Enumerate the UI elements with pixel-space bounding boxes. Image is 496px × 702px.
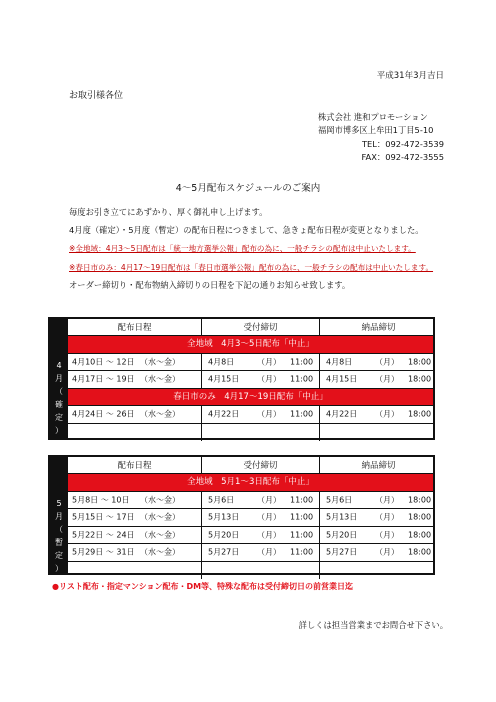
order: 5月27日 <box>208 547 240 557</box>
deliv-day: （月） <box>375 409 399 419</box>
schedule-row <box>68 371 433 389</box>
order-cell <box>201 527 319 544</box>
side-label-char: （ <box>55 525 63 534</box>
special-distribution-note: ●リスト配布・指定マンション配布・DM等、特殊な配布は受付締切日の前営業日迄 <box>52 582 354 591</box>
order-cell <box>201 354 319 371</box>
empty-row <box>68 562 433 580</box>
deliv-day: （月） <box>375 495 399 505</box>
order-time: 11:00 <box>290 530 314 540</box>
order-cell <box>201 424 319 442</box>
order-time: 11:00 <box>290 357 314 367</box>
deliv: 5月13日 <box>326 512 358 522</box>
order-day: （月） <box>257 409 281 419</box>
deliv-cell <box>319 562 437 580</box>
dist-cell <box>68 371 201 388</box>
column-header-order-deadline: 受付締切 <box>201 319 319 335</box>
april-side-label <box>50 319 68 438</box>
order: 5月13日 <box>208 512 240 522</box>
order-cell <box>201 371 319 388</box>
dist-day: （水～金） <box>140 374 180 384</box>
schedule-row <box>68 406 433 424</box>
side-label-char: 暫 <box>55 538 63 547</box>
recipient: お取引様各位 <box>69 91 124 101</box>
dist: 5月22日 ～ 24日 <box>72 530 135 540</box>
side-label-char: 月 <box>55 512 63 521</box>
dist-day: （水～金） <box>140 547 180 557</box>
deliv: 5月27日 <box>326 547 358 557</box>
deliv-time: 18:00 <box>408 512 432 522</box>
greeting: 毎度お引き立てにあずかり、厚く御礼申し上げます。 <box>69 207 268 217</box>
order-day: （月） <box>257 512 281 522</box>
deliv-cell <box>319 354 437 371</box>
may-side-label <box>50 457 68 573</box>
column-header-distribution: 配布日程 <box>117 461 152 471</box>
side-label-char: 定 <box>55 551 63 560</box>
notice-all-areas: ※全地域：4月3～5日配布は「統一地方選挙公報」配布の為に、一般チラシの配布は中止いたします。 <box>69 244 416 253</box>
cancellation-banner: 全地域 4月3～5日配布「中止」 <box>68 336 433 354</box>
dist-day: （水～金） <box>140 409 180 419</box>
dist: 4月24日 ～ 26日 <box>72 409 135 419</box>
order: 5月6日 <box>208 495 235 505</box>
dist-cell <box>68 527 201 544</box>
deliv-time: 18:00 <box>408 495 432 505</box>
deliv-cell <box>319 527 437 544</box>
order-time: 11:00 <box>290 547 314 557</box>
deliv-cell <box>319 492 437 509</box>
order-time: 11:00 <box>290 495 314 505</box>
order: 4月8日 <box>208 357 235 367</box>
dist-cell <box>68 562 201 580</box>
deliv: 4月15日 <box>326 374 358 384</box>
schedule-row <box>68 544 433 562</box>
side-label-char: 5 <box>56 499 62 508</box>
deliv-cell <box>319 544 437 561</box>
deliv-day: （月） <box>375 530 399 540</box>
deliv-day: （月） <box>375 547 399 557</box>
order-cell <box>201 562 319 580</box>
deliv-cell <box>319 509 437 526</box>
dist: 5月8日 ～ 10日 <box>72 495 130 505</box>
column-header-distribution: 配布日程 <box>117 323 152 333</box>
side-label-char: ） <box>55 564 63 573</box>
order: 4月22日 <box>208 409 240 419</box>
issue-date: 平成31年3月吉日 <box>376 71 444 81</box>
schedule-row <box>68 354 433 372</box>
cancellation-banner: 全地域 5月1～3日配布「中止」 <box>68 474 433 492</box>
dist-day: （水～金） <box>140 495 180 505</box>
deliv-time: 18:00 <box>408 530 432 540</box>
company-address: 福岡市博多区上牟田1丁目5-10 <box>318 125 434 135</box>
empty-row <box>68 424 433 442</box>
deliv: 5月20日 <box>326 530 358 540</box>
dist: 5月29日 ～ 31日 <box>72 547 135 557</box>
deliv: 4月8日 <box>326 357 353 367</box>
deliv: 4月22日 <box>326 409 358 419</box>
schedule-row <box>68 492 433 510</box>
schedule-row <box>68 527 433 545</box>
company-fax: FAX：092-472-3555 <box>361 152 444 162</box>
order-time: 11:00 <box>290 374 314 384</box>
dist-cell <box>68 354 201 371</box>
side-label-char: 月 <box>55 374 63 383</box>
may-schedule-table <box>48 455 435 575</box>
deliv-day: （月） <box>375 512 399 522</box>
order-day: （月） <box>257 374 281 384</box>
order-day: （月） <box>257 357 281 367</box>
column-header-order-deadline: 受付締切 <box>201 457 319 473</box>
order-day: （月） <box>257 547 281 557</box>
order: 5月20日 <box>208 530 240 540</box>
order-cell <box>201 492 319 509</box>
closing-text: 詳しくは担当営業までお問合せ下さい。 <box>298 620 448 630</box>
dist-cell <box>68 492 201 509</box>
order-day: （月） <box>257 495 281 505</box>
dist: 4月17日 ～ 19日 <box>72 374 135 384</box>
dist: 4月10日 ～ 12日 <box>72 357 135 367</box>
notice-kasuga: ※春日市のみ：4月17～19日配布は「春日市選挙公報」配布の為に、一般チラシの配布は中止いたします。 <box>69 263 434 272</box>
deliv-cell <box>319 406 437 423</box>
order: 4月15日 <box>208 374 240 384</box>
deliv-cell <box>319 424 437 442</box>
order-cell <box>201 544 319 561</box>
company-name: 株式会社 進和プロモーション <box>318 112 428 122</box>
deliv-day: （月） <box>375 357 399 367</box>
dist-day: （水～金） <box>140 512 180 522</box>
dist-cell <box>68 424 201 442</box>
deliv-time: 18:00 <box>408 357 432 367</box>
dist-day: （水～金） <box>140 530 180 540</box>
side-label-char: 4 <box>56 361 62 370</box>
order-time: 11:00 <box>290 512 314 522</box>
side-label-char: （ <box>55 387 63 396</box>
deliv-time: 18:00 <box>408 547 432 557</box>
order-cell <box>201 406 319 423</box>
dist-cell <box>68 406 201 423</box>
schedule-change-text: 4月度（確定）・5月度（暫定）の配布日程につきまして、急きょ配布日程が変更となりました。 <box>69 225 424 235</box>
deliv: 5月6日 <box>326 495 353 505</box>
side-label-char: 定 <box>55 413 63 422</box>
side-label-char: 確 <box>55 400 63 409</box>
order-day: （月） <box>257 530 281 540</box>
table-header-row <box>68 457 433 474</box>
company-tel: TEL：092-472-3539 <box>361 139 444 149</box>
deadline-intro: オーダー締切り・配布物納入締切りの日程を下記の通りお知らせ致します。 <box>69 280 351 290</box>
deliv-time: 18:00 <box>408 409 432 419</box>
table-header-row <box>68 319 433 336</box>
order-time: 11:00 <box>290 409 314 419</box>
dist: 5月15日 ～ 17日 <box>72 512 135 522</box>
cancellation-banner: 春日市のみ 4月17～19日配布「中止」 <box>68 389 433 407</box>
column-header-delivery-deadline: 納品締切 <box>319 319 437 335</box>
column-header-delivery-deadline: 納品締切 <box>319 457 437 473</box>
schedule-row <box>68 509 433 527</box>
dist-cell <box>68 544 201 561</box>
april-schedule-table <box>48 317 435 440</box>
deliv-cell <box>319 371 437 388</box>
order-cell <box>201 509 319 526</box>
dist-cell <box>68 509 201 526</box>
deliv-time: 18:00 <box>408 374 432 384</box>
side-label-char: ） <box>55 426 63 435</box>
deliv-day: （月） <box>375 374 399 384</box>
document-title: 4～5月配布スケジュールのご案内 <box>175 183 321 194</box>
dist-day: （水～金） <box>140 357 180 367</box>
